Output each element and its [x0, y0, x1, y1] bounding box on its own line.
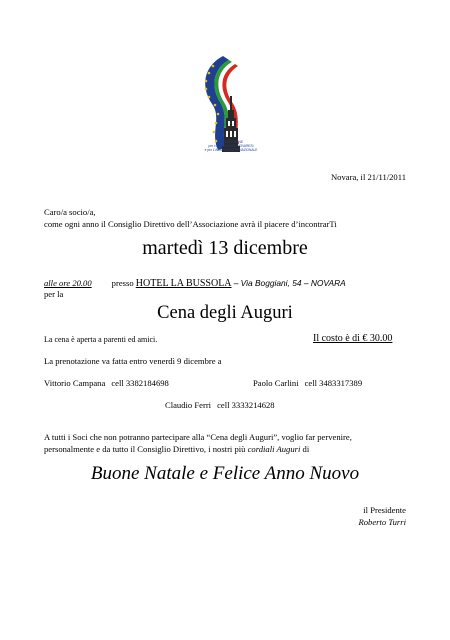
contact-phone: cell 3333214628 [217, 400, 275, 410]
logo-caption-line: per i GEMELLAGGI NOVARESI [208, 144, 254, 149]
event-name-heading: Cena degli Auguri [157, 303, 293, 323]
open-note: La cena è aperta a parenti ed amici. [44, 335, 158, 344]
salutation: Caro/a socio/a, [44, 207, 96, 217]
signature-title: il Presidente [363, 505, 406, 515]
event-time: alle ore 20.00 [44, 278, 92, 288]
closing-line2-end: di [302, 444, 310, 454]
contact-name: Claudio Ferri [165, 400, 212, 410]
contact-name: Vittorio Campana [44, 378, 106, 388]
contact-phone: cell 3483317389 [304, 378, 363, 388]
intro-text: come ogni anno il Consiglio Direttivo dell’Associazione avrà il piacere d’incontrarTi [44, 219, 337, 229]
logo-caption-line: ASSOCIAZIONE [219, 140, 243, 144]
cost-text: Il costo è di € 30.00 [313, 333, 393, 344]
signature-name: Roberto Turri [358, 517, 406, 527]
logo-caption-line: e per L'AMICIZIA INTERNAZIONALE [204, 148, 258, 153]
logo-caption [198, 140, 264, 153]
closing-line2-start: personalmente e da tutto il Consiglio Direttivo, i nostri più [44, 444, 246, 454]
holiday-wishes: Buone Natale e Felice Anno Nuovo [90, 463, 360, 484]
time-venue-line [44, 278, 346, 289]
closing-text-line1: A tutti i Soci che non potranno partecipare alla “Cena degli Auguri”, voglio far pervenire, [44, 432, 352, 442]
contact-item [44, 378, 169, 389]
place-date: Novara, il 21/11/2011 [330, 172, 406, 182]
per-la-text: per la [44, 289, 64, 299]
contact-phone: cell 3382184698 [111, 378, 169, 388]
contact-name: Paolo Carlini [253, 378, 299, 388]
contact-item [253, 378, 362, 389]
venue-address: – Via Boggiani, 54 – NOVARA [233, 278, 346, 288]
venue-name: HOTEL LA BUSSOLA [135, 278, 232, 289]
contact-item [165, 400, 275, 411]
closing-text-line2 [44, 444, 309, 455]
booking-text: La prenotazione va fatta entro venerdì 9 dicembre a [44, 356, 222, 366]
event-date-heading: martedì 13 dicembre [142, 237, 308, 259]
closing-line2-italic: cordiali Auguri [247, 444, 301, 454]
presso-label: presso [111, 278, 134, 288]
